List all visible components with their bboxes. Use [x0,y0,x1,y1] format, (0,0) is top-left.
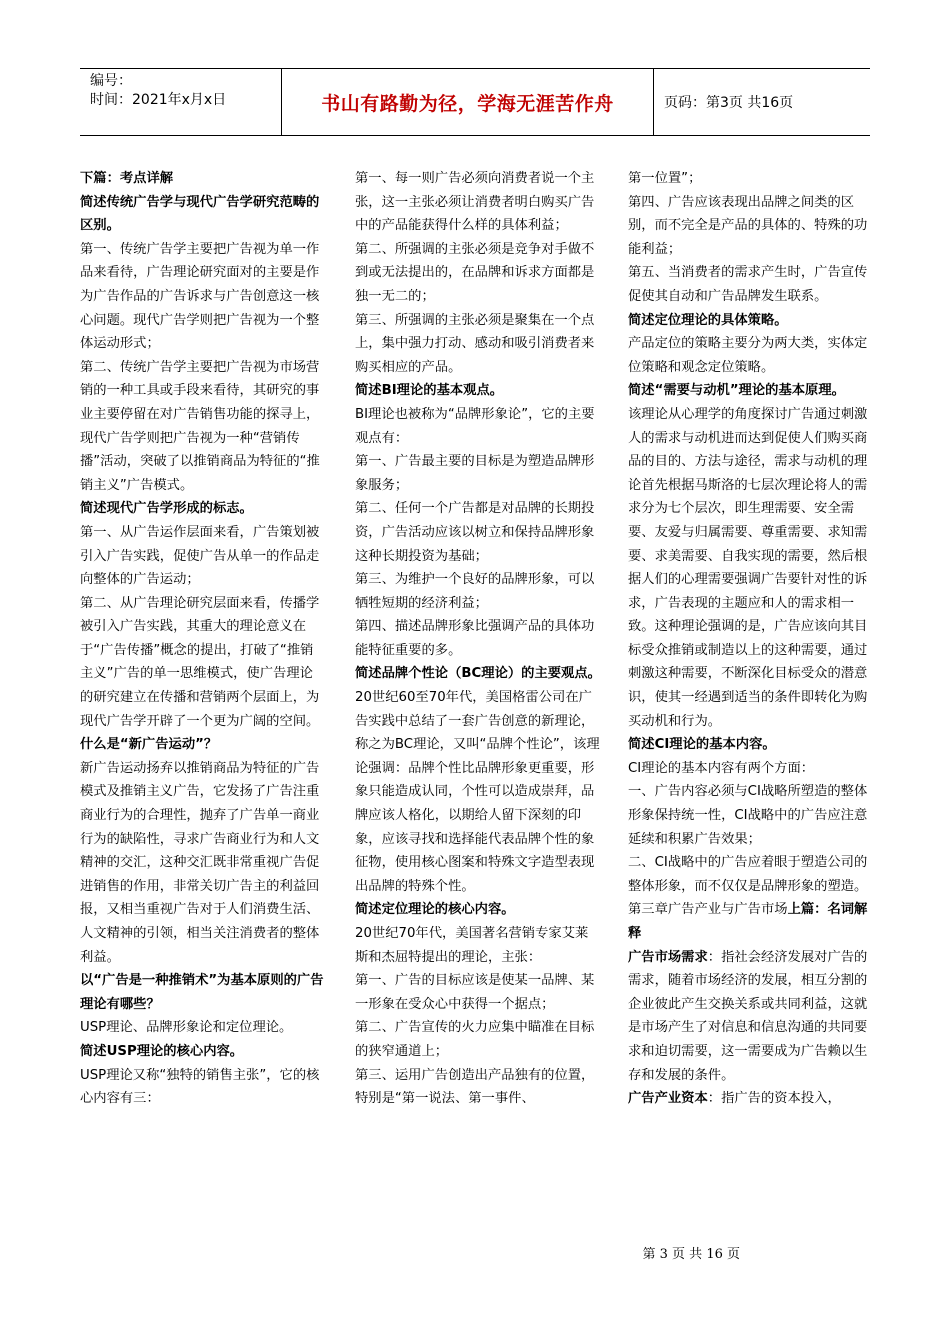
section-heading [355,379,601,403]
section-heading [628,946,878,1088]
paragraph [355,1016,601,1063]
paragraph [355,167,601,238]
paragraph-text: 第三、所强调的主张必须是聚集在一个点上，集中强力打动、感动和吸引消费者来购买相应的产品。 [355,312,595,375]
paragraph-text: 第二、所强调的主张必须是竞争对手做不到或无法提出的，在品牌和诉求方面都是独一无二的； [355,241,595,304]
paragraph [628,332,878,379]
column-2 [355,167,601,1111]
heading-text: 简述“需要与动机”理论的基本原理。 [628,383,845,399]
paragraph [80,356,326,498]
paragraph-text: 第一、广告的目标应该是使某一品牌、某一形象在受众心中获得一个据点； [355,973,595,1012]
paragraph-text: 第一、从广告运作层面来看，广告策划被引入广告实践，促使广告从单一的作品走向整体的广告运动； [80,524,320,588]
header-motto-cell [281,69,654,135]
paragraph [628,898,878,945]
paragraph-text: USP理论又称“独特的销售主张”，它的核心内容有三： [80,1067,320,1107]
paragraph-text: 第一、传统广告学主要把广告视为单一作品来看待，广告理论研究面对的主要是作为广告作品的广告诉求与广告创意这一核心问题。现代广告学则把广告视为一个整体运动形式； [80,241,320,352]
section-heading [80,969,326,1016]
paragraph-text: BI理论也被称为“品牌形象论”，它的主要观点有： [355,406,595,446]
paragraph-text: 第三、运用广告创造出产品独有的位置，特别是“第一说法、第一事件、 [355,1067,595,1107]
paragraph [355,686,601,898]
paragraph-text: 第四、广告应该表现出品牌之间类的区别，而不完全是产品的具体的、特殊的功能利益； [628,194,868,257]
paragraph [628,191,878,262]
section-heading [628,379,878,403]
paragraph-text: 第五、当消费者的需求产生时，广告宣传促使其自动和广告品牌发生联系。 [628,265,868,304]
header-meta [80,69,281,135]
paragraph [355,568,601,615]
section-heading [80,1040,326,1064]
paragraph-text: 20世纪70年代，美国著名营销专家艾莱斯和杰屈特提出的理论，主张： [355,926,589,965]
paragraph [80,592,326,734]
document-time-label: 时间：2021年x月x日 [90,92,227,108]
heading-text: 简述传统广告学与现代广告学研究范畴的区别。 [80,194,320,234]
section-heading [355,898,601,922]
paragraph-text: 20世纪60至70年代，美国格雷公司在广告实践中总结了一套广告创意的新理论，称之为BC理论，又叫“品牌个性论”，该理论强调：品牌个性比品牌形象更重要，形象只能造成认同，个性可以造成崇拜，品牌应该人格化，以期给人留下深刻的印象，应该寻找和选择能代表品牌个性的象征物，使用核心图案和特殊文字造型表现出品牌的特殊个性。 [355,690,600,894]
paragraph-text: 第一、广告最主要的目标是为塑造品牌形象服务； [355,454,595,493]
column-1 [80,167,326,1111]
page-footer: 第 3 页 共 16 页 [642,1247,740,1262]
paragraph [80,521,326,592]
paragraph-text: 第一、每一则广告必须向消费者说一个主张，这一主张必须让消费者明白购买广告中的产品能获得什么样的具体利益； [355,171,595,234]
paragraph-text: 第二、任何一个广告都是对品牌的长期投资，广告活动应该以树立和保持品牌形象这种长期投资为基础； [355,501,595,564]
paragraph [628,757,878,781]
paragraph [80,1016,326,1040]
paragraph-text: 第二、广告宣传的火力应集中瞄准在目标的狭窄通道上； [355,1020,595,1059]
paragraph [628,167,878,191]
section-heading [628,733,878,757]
page-header [80,68,870,136]
paragraph-text: 第二、传统广告学主要把广告视为市场营销的一种工具或手段来看待，其研究的事业主要停留在对广告销售功能的探寻上，现代广告学则把广告视为一种“营销传播”活动，突破了以推销商品为特征的“推销主义”广告模式。 [80,359,320,493]
document-number-label: 编号： [90,73,132,89]
paragraph-text: 一、广告内容必须与CI战略所塑造的整体形象保持统一性，CI战略中的广告应注意延续和积累广告效果； [628,784,868,847]
section-heading [80,191,326,238]
heading-text: 简述品牌个性论（BC理论）的主要观点。 [355,666,601,682]
paragraph-text: 产品定位的策略主要分为两大类，实体定位策略和观念定位策略。 [628,336,868,375]
heading-text: 简述现代广告学形成的标志。 [80,501,253,517]
paragraph [355,238,601,309]
heading-text: 简述BI理论的基本观点。 [355,383,504,399]
paragraph [355,615,601,662]
paragraph [628,403,878,733]
section-heading [628,309,878,333]
heading-text: 广告市场需求 [628,949,708,965]
definition-text: ：指广告的资本投入， [707,1091,841,1107]
section-heading [80,497,326,521]
paragraph-text: 第三章广告产业与广告市场 [628,902,788,918]
paragraph [355,309,601,380]
paragraph-text: 二、CI战略中的广告应着眼于塑造公司的整体形象，而不仅仅是品牌形象的塑造。 [628,855,868,894]
paragraph [355,969,601,1016]
paragraph [355,450,601,497]
definition-text: ：指社会经济发展对广告的需求，随着市场经济的发展，相互分割的企业彼此产生交换关系或共同利益，这就是市场产生了对信息和信息沟通的共同要求和迫切需要，这一需要成为广告赖以生存和发展的条件。 [628,949,868,1083]
paragraph-text: 第一位置”； [628,171,702,186]
paragraph [355,922,601,969]
header-page-cell [654,69,870,135]
paragraph-text: 第二、从广告理论研究层面来看，传播学被引入广告实践，其重大的理论意义在于“广告传播”概念的提出，打破了“推销主义”广告的单一思维模式，使广告理论的研究建立在传播和营销两个层面上，为现代广告学开辟了一个更为广阔的空间。 [80,595,320,729]
paragraph [628,261,878,308]
paragraph-text: CI理论的基本内容有两个方面： [628,760,815,776]
section-heading [355,662,601,686]
header-motto: 书山有路勤为径，学海无涯苦作舟 [321,92,614,115]
paragraph [355,1064,601,1111]
body-columns [80,167,880,1247]
heading-text: 简述CI理论的基本内容。 [628,737,776,753]
heading-text: 什么是“新广告运动”？ [80,737,218,753]
header-page-label: 页码：第3页 共16页 [664,95,794,111]
section-heading [80,167,326,191]
heading-text: 下篇：考点详解 [80,171,174,186]
column-3 [628,167,878,1111]
paragraph-text: USP理论、品牌形象论和定位理论。 [80,1020,293,1036]
heading-text: 广告产业资本 [628,1091,708,1107]
paragraph-text: 第四、描述品牌形象比强调产品的具体功能特征重要的多。 [355,619,595,658]
section-heading [628,1087,878,1111]
section-heading [80,733,326,757]
heading-text: 简述定位理论的核心内容。 [355,902,515,918]
paragraph [80,238,326,356]
heading-text: 以“广告是一种推销术”为基本原则的广告理论有哪些？ [80,973,324,1012]
paragraph [628,851,878,898]
paragraph [628,780,878,851]
paragraph-text: 该理论从心理学的角度探讨广告通过刺激人的需求与动机进而达到促使人们购买商品的目的、方法与途径，需求与动机的理论首先根据马斯洛的七层次理论将人的需求分为七个层次，即生理需要、安全需要、友爱与归属需要、尊重需要、求知需要、求美需要、自我实现的需要，然后根据人们的心理需要强调广告要针对性的诉求，广告表现的主题应和人的需求相一致。这种理论强调的是，广告应该向其目标受众推销或制造以上的这种需要，通过刺激这种需要，不断深化目标受众的潜意识，使其一经遇到适当的条件即转化为购买动机和行为。 [628,406,868,729]
paragraph [80,757,326,969]
heading-text: 简述USP理论的核心内容。 [80,1043,244,1059]
heading-text: 简述定位理论的具体策略。 [628,312,788,328]
paragraph [355,497,601,568]
paragraph-text: 第三、为维护一个良好的品牌形象，可以牺牲短期的经济利益； [355,572,595,611]
part-heading-text: 上篇：名词解释 [628,902,868,941]
paragraph [355,403,601,450]
paragraph [80,1064,326,1111]
paragraph-text: 新广告运动扬弃以推销商品为特征的广告模式及推销主义广告，它发扬了广告注重商业行为的合理性，抛弃了广告单一商业行为的缺陷性，寻求广告商业行为和人文精神的交汇，这种交汇既非常重视广告促进销售的作用，非常关切广告主的利益回报，又相当重视广告对于人们消费生活、人文精神的引领，相当关注消费者的整体利益。 [80,760,320,965]
